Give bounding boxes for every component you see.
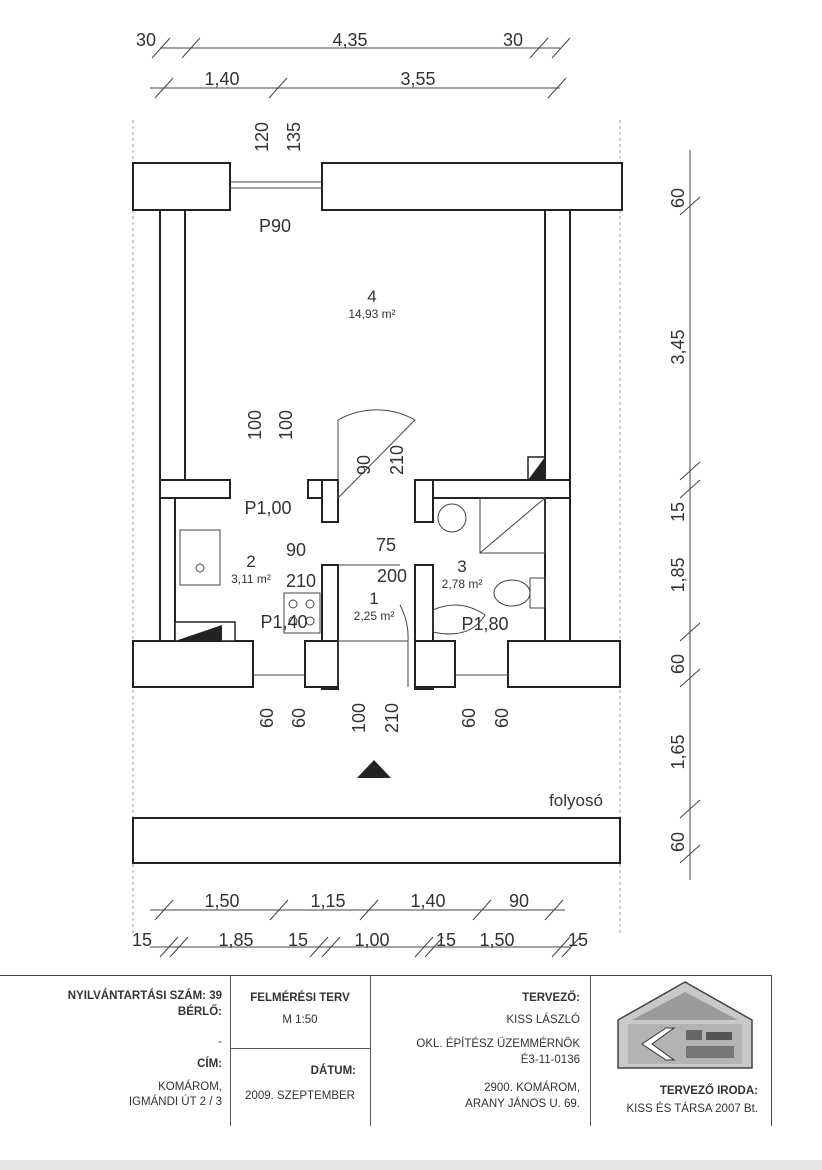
title-block: [0, 975, 772, 1126]
bottom-dimension-row-2: [132, 930, 588, 957]
office-logo-icon: [614, 980, 756, 1070]
dim-bottom-185: 1,85: [218, 930, 254, 950]
address-label: CÍM:: [197, 1058, 222, 1070]
dim-bottom-150: 1,50: [204, 891, 240, 911]
room-2-label: [231, 552, 271, 586]
dim-below-210: 210: [382, 702, 402, 733]
dim-window-120: 120: [252, 121, 272, 152]
opening-p90: P90: [258, 216, 292, 236]
svg-text:1: 1: [369, 589, 379, 608]
designer-address-1: 2900. KOMÁROM,: [484, 1082, 580, 1094]
top-dimension-row-2: [150, 69, 566, 98]
svg-text:14,93 m²: 14,93 m²: [348, 307, 396, 321]
dim-bottom-150-b: 1,50: [479, 930, 515, 950]
dim-top-435: 4,35: [332, 30, 368, 50]
office-name: KISS ÉS TÁRSA 2007 Bt.: [626, 1103, 758, 1115]
scan-edge: [0, 1160, 822, 1170]
dim-right-60-mid: 60: [668, 653, 688, 675]
dim-bottom-15-c: 15: [435, 930, 457, 950]
tenant-label: BÉRLŐ:: [177, 1006, 222, 1018]
dim-bottom-140: 1,40: [410, 891, 446, 911]
registration-number: NYILVÁNTARTÁSI SZÁM: 39: [67, 990, 222, 1002]
dim-bottom-15-b: 15: [287, 930, 309, 950]
room-1-label: [354, 589, 395, 623]
dim-right-60-top: 60: [668, 187, 688, 209]
dim-below-60-d: 60: [492, 707, 512, 728]
designer-label: TERVEZŐ:: [522, 992, 580, 1004]
dim-top-355: 3,55: [400, 69, 436, 89]
designer-name: KISS LÁSZLÓ: [506, 1014, 580, 1026]
designer-id: É3-11-0136: [520, 1054, 580, 1066]
scale: M 1:50: [282, 1014, 318, 1026]
opening-p180: P1,80: [461, 614, 509, 634]
dim-bottom-100: 1,00: [354, 930, 390, 950]
door-dim-210: 210: [387, 444, 407, 475]
svg-text:3: 3: [457, 557, 467, 576]
door-dim-100-a: 100: [245, 409, 265, 440]
dim-bottom-90: 90: [508, 891, 530, 911]
right-dimension-chain: [668, 150, 700, 880]
dim-right-15: 15: [668, 501, 688, 523]
date-label: DÁTUM:: [310, 1065, 356, 1077]
corridor-label: folyosó: [549, 791, 603, 810]
date-value: 2009. SZEPTEMBER: [245, 1090, 355, 1102]
walls: [133, 163, 622, 863]
dim-bottom-15-d: 15: [567, 930, 589, 950]
top-dimension-row-1: [136, 30, 570, 58]
dim-right-60-bottom: 60: [668, 831, 688, 853]
office-label: TERVEZŐ IRODA:: [659, 1085, 758, 1097]
dim-bottom-15-a: 15: [131, 930, 153, 950]
dim-top-140: 1,40: [204, 69, 240, 89]
svg-text:2,25 m²: 2,25 m²: [353, 609, 395, 623]
plan-type: FELMÉRÉSI TERV: [250, 992, 350, 1004]
bottom-dimension-row-1: [150, 891, 565, 920]
hall-door-75: 75: [375, 535, 397, 555]
tenant-value: -: [218, 1036, 222, 1048]
door-dim-90: 90: [354, 454, 374, 475]
dim-bottom-115: 1,15: [310, 891, 346, 911]
svg-text:3,11 m²: 3,11 m²: [231, 572, 271, 586]
dim-top-30-left: 30: [135, 30, 157, 50]
dim-right-185: 1,85: [668, 557, 688, 593]
door-dim-100-b: 100: [276, 409, 296, 440]
dim-below-60-b: 60: [289, 707, 309, 728]
room-3-label: [442, 557, 483, 591]
dim-below-60-a: 60: [257, 707, 277, 728]
kitchen-door-210: 210: [285, 571, 317, 591]
entrance-arrow-icon: [357, 760, 391, 778]
dim-top-30-right: 30: [502, 30, 524, 50]
hall-door-200: 200: [376, 566, 408, 586]
dim-right-165: 1,65: [668, 734, 688, 770]
divider: [230, 1048, 370, 1049]
dim-below-60-c: 60: [459, 707, 479, 728]
dim-right-345: 3,45: [668, 329, 688, 365]
svg-text:2: 2: [246, 552, 256, 571]
svg-text:4: 4: [367, 287, 377, 306]
kitchen-door-90: 90: [285, 540, 307, 560]
designer-address-2: ARANY JÁNOS U. 69.: [465, 1098, 580, 1110]
address-line-1: KOMÁROM,: [158, 1081, 222, 1093]
dim-window-135: 135: [284, 121, 304, 152]
address-line-2: IGMÁNDI ÚT 2 / 3: [128, 1096, 222, 1108]
opening-p100: P1,00: [244, 498, 292, 518]
dim-below-100: 100: [349, 702, 369, 733]
opening-p140: P1,40: [260, 612, 308, 632]
designer-title: OKL. ÉPÍTÉSZ ÜZEMMÉRNÖK: [416, 1038, 580, 1050]
svg-text:2,78 m²: 2,78 m²: [441, 577, 483, 591]
room-4-label: [348, 287, 395, 321]
